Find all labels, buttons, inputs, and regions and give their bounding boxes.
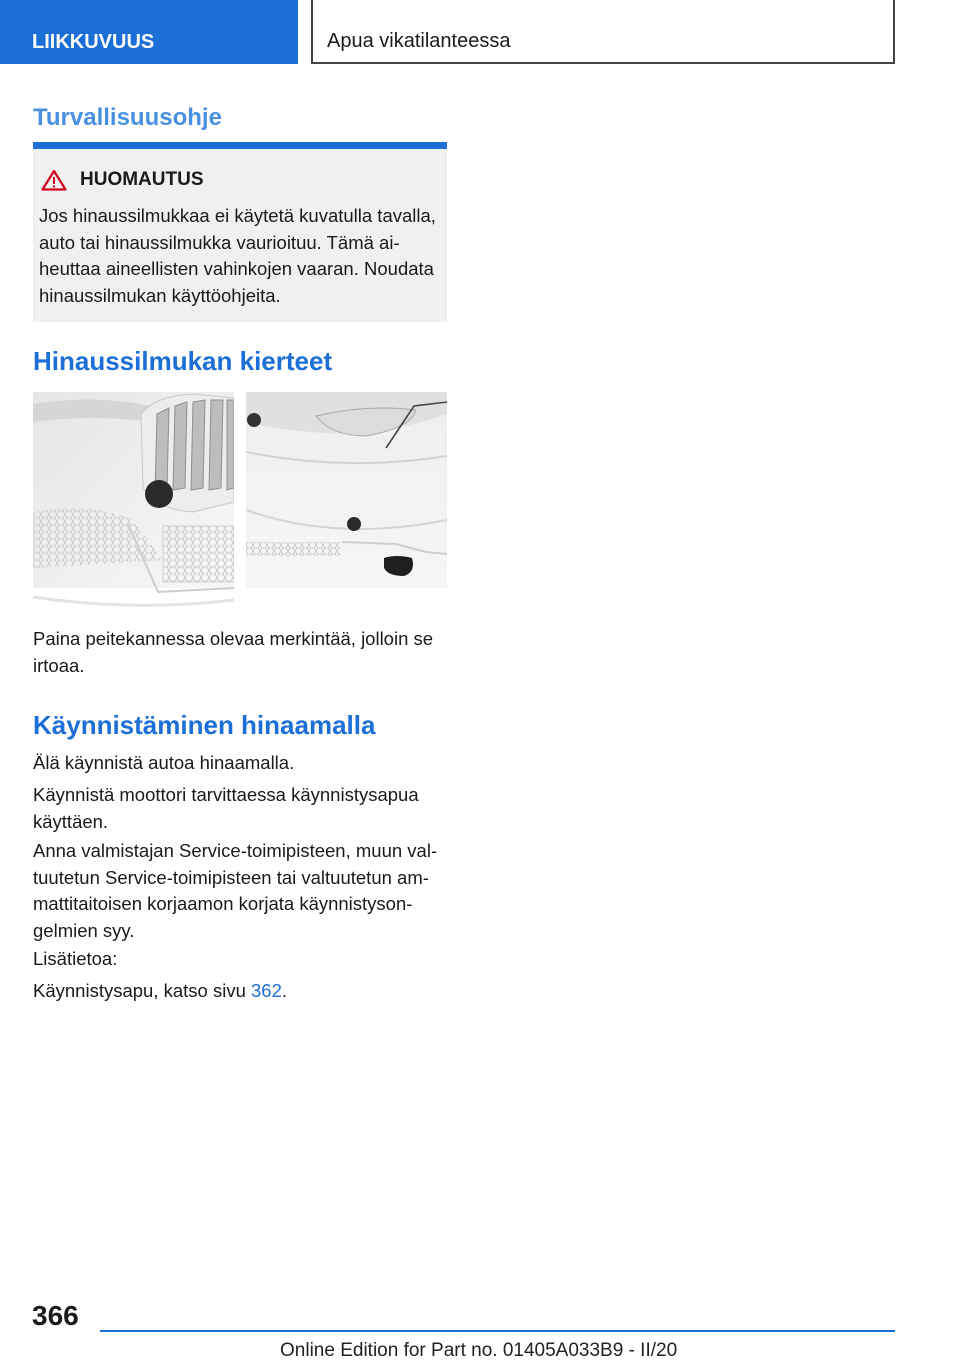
tow-start-paragraph-2: Käynnistä moottori tarvittaessa käynnistysapua käyttäen. xyxy=(33,784,419,832)
footer-edition: Online Edition for Part no. 01405A033B9 - II/20 xyxy=(280,1340,678,1361)
page-number: 366 xyxy=(32,1300,79,1331)
front-bumper-illustration xyxy=(33,392,234,610)
notice-title: HUOMAUTUS xyxy=(80,169,204,190)
cross-reference-text: Käynnistysapu, katso sivu xyxy=(33,980,251,1001)
footer-divider xyxy=(100,1330,895,1332)
tow-start-heading: Käynnistäminen hinaamalla xyxy=(33,710,376,740)
rear-bumper-illustration xyxy=(246,392,447,588)
header-section-label: LIIKKUVUUS xyxy=(0,0,298,64)
threads-heading: Hinaussilmukan kierteet xyxy=(33,346,333,376)
header-chapter-label: Apua vikatilanteessa xyxy=(311,0,895,64)
notice-box xyxy=(33,142,447,322)
notice-header xyxy=(41,169,204,191)
tow-start-paragraph-4: Lisätietoa: xyxy=(33,948,118,969)
page-link-362[interactable]: 362 xyxy=(251,980,282,1001)
cross-reference xyxy=(33,978,447,1005)
tow-start-paragraph-3: Anna valmistajan Service-toimipisteen, muun valtuutetun Service-toimipisteen tai valtuutetun ammattitaitoisen korjaamon korjata käynnistysongelmien syy. xyxy=(33,840,438,941)
threads-caption: Paina peitekannessa olevaa merkintää, jolloin se irtoaa. xyxy=(33,628,434,676)
warning-triangle-icon xyxy=(41,169,67,191)
safety-heading: Turvallisuusohje xyxy=(33,104,222,131)
cross-reference-end: . xyxy=(281,980,288,1001)
notice-text: Jos hinaussilmukkaa ei käytetä kuvatulla tavalla, auto tai hinaussilmukka vaurioituu. Tämä aiheuttaa aineellisten vahinkojen vaaran. Noudata hinaussilmukan käyttöohjeita. xyxy=(39,205,436,306)
tow-start-paragraph-1: Älä käynnistä autoa hinaamalla. xyxy=(33,752,295,773)
